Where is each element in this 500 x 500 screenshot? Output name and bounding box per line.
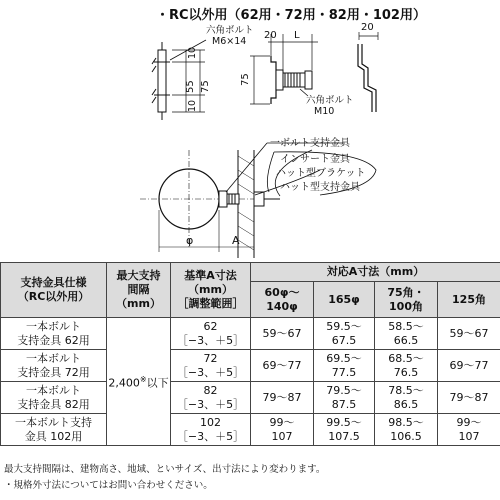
dim-75-left: 75	[200, 80, 211, 93]
header-max-span: 最大支持 間隔 （mm）	[107, 263, 171, 318]
cell-c1: 79～87	[251, 382, 314, 414]
cell-spec: 一本ボルト 支持金具 72用	[1, 350, 107, 382]
dim-75-mid: 75	[240, 73, 251, 86]
cell-base: 82 ［−3、＋5］	[171, 382, 251, 414]
cell-c3: 58.5～ 66.5	[375, 318, 438, 350]
note-non-standard: ・規格外寸法についてはお問い合わせください。	[4, 480, 213, 491]
cell-base: 62 ［−3、＋5］	[171, 318, 251, 350]
cell-c2: 59.5～ 67.5	[314, 318, 375, 350]
table-row	[1, 318, 500, 350]
hat-profile-view	[358, 32, 378, 112]
cell-c4: 69～77	[438, 350, 500, 382]
hex-bolt-label-left: 六角ボルト	[206, 25, 254, 36]
cell-max-span: 2,400※以下	[107, 318, 171, 446]
callout-hat-bracket-label: ハット型ブラケット	[276, 168, 366, 179]
middle-dimension-lines	[250, 34, 318, 104]
hex-bolt-label-right: 六角ボルト	[306, 95, 354, 106]
bracket-plate-side-view	[152, 42, 170, 120]
dim-phi-label: φ	[186, 234, 194, 247]
hex-bolt-size-right: M10	[314, 106, 335, 117]
table-row	[1, 382, 500, 414]
header-sub-4: 125角	[438, 282, 500, 318]
cell-c4: 99～ 107	[438, 414, 500, 446]
header-sub-2: 165φ	[314, 282, 375, 318]
header-base-a: 基準A寸法 （mm） ［調整範囲］	[171, 263, 251, 318]
callout-insert-label: インサート金具	[280, 154, 350, 165]
dim-20-mid: 20	[264, 30, 277, 41]
cell-c2: 69.5～ 77.5	[314, 350, 375, 382]
dim-A-label: A	[232, 234, 240, 247]
dim-10-bottom: 10	[187, 99, 198, 112]
cell-c2: 79.5～ 87.5	[314, 382, 375, 414]
header-group: 対応A寸法（mm）	[251, 263, 500, 282]
spec-table	[0, 262, 500, 446]
cell-base: 102 ［−3、＋5］	[171, 414, 251, 446]
cell-base: 72 ［−3、＋5］	[171, 350, 251, 382]
cell-c3: 98.5～ 106.5	[375, 414, 438, 446]
cell-c1: 69～77	[251, 350, 314, 382]
figure-caption: ・RC以外用（62用・72用・82用・102用）	[156, 8, 426, 23]
hex-bolt-size-left: M6×14	[212, 36, 247, 47]
cell-c1: 59～67	[251, 318, 314, 350]
cell-c4: 79～87	[438, 382, 500, 414]
note-max-span: 最大支持間隔は、建物高さ、地域、といサイズ、出寸法により変わります。	[4, 464, 326, 475]
dim-20-right: 20	[361, 22, 374, 33]
cell-c3: 78.5～ 86.5	[375, 382, 438, 414]
cell-c2: 99.5～ 107.5	[314, 414, 375, 446]
dim-L: L	[294, 30, 300, 41]
cell-c3: 68.5～ 76.5	[375, 350, 438, 382]
header-sub-3: 75角・ 100角	[375, 282, 438, 318]
header-spec: 支持金具仕様 （RC以外用）	[1, 263, 107, 318]
cell-c4: 59～67	[438, 318, 500, 350]
callout-hat-support-label: ハット型支持金具	[280, 182, 360, 193]
cell-spec: 一本ボルト 支持金具 62用	[1, 318, 107, 350]
dim-55: 55	[185, 80, 196, 93]
header-sub-1: 60φ～ 140φ	[251, 282, 314, 318]
cell-c1: 99～ 107	[251, 414, 314, 446]
dim-10-top: 10	[187, 46, 198, 59]
callout-main-label: 一ボルト支持金具	[270, 138, 350, 149]
table-row	[1, 350, 500, 382]
cell-spec: 一本ボルト 支持金具 82用	[1, 382, 107, 414]
table-row	[1, 414, 500, 446]
cell-spec: 一本ボルト支持 金具 102用	[1, 414, 107, 446]
